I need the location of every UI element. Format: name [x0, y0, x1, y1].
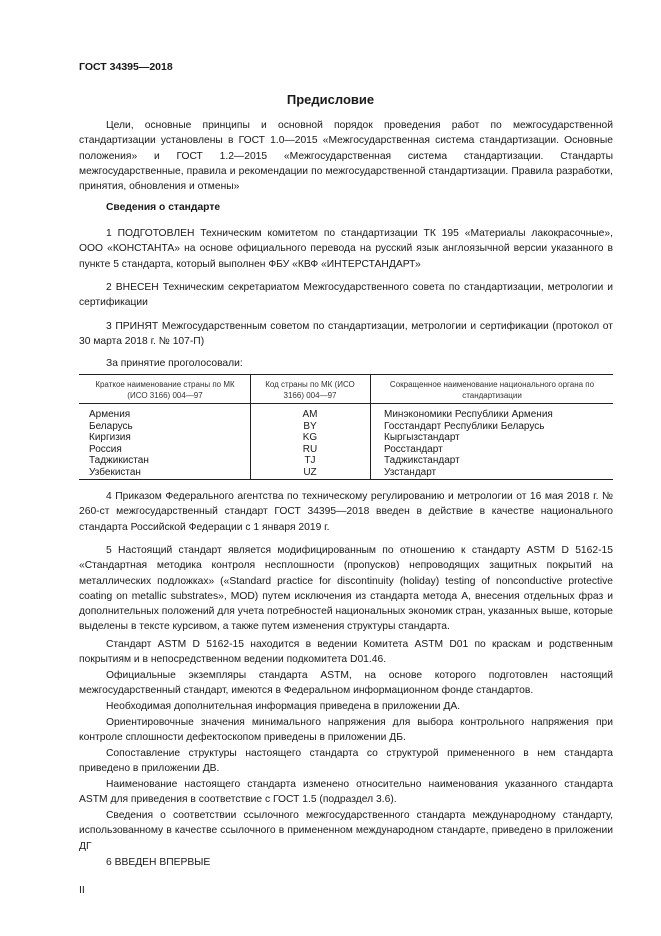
table-cell-body: Росстандарт [384, 443, 443, 455]
name-change-paragraph: Наименование настоящего стандарта изменено относительно наименования указанного стандарта ASTM для приведения в соответствие с ГОСТ 1.5 (подраздел 3.6). [79, 779, 613, 806]
document-code: ГОСТ 34395—2018 [79, 61, 173, 73]
vote-table [79, 374, 613, 480]
item-2-paragraph: 2 ВНЕСЕН Техническим секретариатом Межгосударственного совета по стандартизации, метрологии и сертификации [79, 282, 613, 309]
country-column [89, 409, 149, 479]
table-cell-code: AM [302, 409, 318, 420]
header-country: Краткое наименование страны по МК (ИСО 3166) 004—97 [95, 380, 235, 400]
intro-paragraph: Цели, основные принципы и основной порядок проведения работ по межгосударственной стандартизации установлены в ГОСТ 1.0—2015 «Межгосударственная система стандартизации. Основные положения» и ГОСТ 1.2—2015 «Межгосударственная система стандартизации. Стандарты межгосударственные, правила и рекомендации по межгосударственной стандартизации. Правила разработки, принятия, обновления и отмены» [79, 120, 613, 193]
item-5-paragraph: 5 Настоящий стандарт является модифицированным по отношению к стандарту ASTM D 5162-15 «Стандартная методика контроля несплошности (пропусков) непроводящих защитных покрытий на металлических подложках» («Standard practice for discontinuity (holiday) testing of nonconductive protective coating on metallic substrates», MOD) путем исключения из стандарта метода А, внесения отдельных фраз и дополнительных положений для учета потребностей национальных экономик стран, указанных выше, которые выделены в тексте курсивом, а также путем изменения структуры стандарта. [79, 545, 613, 633]
voltage-values-paragraph: Ориентировочные значения минимального напряжения для выбора контрольного напряжения при контроле сплошности дефектоскопом приведены в приложении ДБ. [79, 717, 613, 744]
table-cell-code: TJ [304, 455, 316, 467]
page-number: II [79, 884, 85, 896]
table-cell-country: Армения [89, 409, 131, 420]
page-title: Предисловие [286, 92, 375, 107]
table-cell-code: UZ [303, 466, 317, 478]
table-cell-country: Таджикистан [89, 455, 149, 467]
table-divider-2 [370, 374, 371, 480]
table-cell-code: RU [302, 443, 318, 455]
table-cell-code: KG [302, 432, 318, 444]
additional-info-paragraph: Необходимая дополнительная информация приведена в приложении ДА. [106, 701, 461, 712]
table-cell-country: Киргизия [89, 432, 131, 444]
astm-committee-paragraph: Стандарт ASTM D 5162-15 находится в ведении Комитета ASTM D01 по краскам и родственным покрытиям и в непосредственном ведении подкомитета D01.46. [79, 639, 613, 666]
official-copies-paragraph: Официальные экземпляры стандарта ASTM, на основе которого подготовлен настоящий межгосударственный стандарт, имеются в Федеральном информационном фонде стандартов. [79, 670, 613, 697]
table-cell-country: Беларусь [89, 420, 133, 432]
item-6-paragraph: 6 ВВЕДЕН ВПЕРВЫЕ [106, 857, 211, 868]
table-cell-body: Узстандарт [384, 466, 437, 478]
references-paragraph: Сведения о соответствии ссылочного межгосударственного стандарта международному стандарту, использованному в качестве ссылочного в примененном международном стандарте, приведено в приложении ДГ [79, 810, 613, 852]
table-cell-body: Госстандарт Республики Беларусь [384, 420, 545, 432]
item-3-paragraph: 3 ПРИНЯТ Межгосударственным советом по стандартизации, метрологии и сертификации (протокол от 30 марта 2018 г. № 107-П) [79, 321, 613, 348]
table-cell-body: Минэкономики Республики Армения [384, 409, 553, 420]
item-4-paragraph: 4 Приказом Федерального агентства по техническому регулированию и метрологии от 16 мая 2018 г. № 260-ст межгосударственный стандарт ГОСТ 34395—2018 введен в действие в качестве национального стандарта Российской Федерации с 1 января 2019 г. [79, 491, 613, 533]
table-cell-body: Таджикстандарт [384, 455, 460, 467]
table-cell-body: Кыргызстандарт [384, 432, 460, 444]
table-top-border [79, 374, 613, 375]
section-title: Сведения о стандарте [106, 202, 221, 213]
code-column [251, 409, 369, 479]
structure-comparison-paragraph: Сопоставление структуры настоящего стандарта со структурой примененного в нем стандарта приведено в приложении ДВ. [79, 748, 613, 775]
table-cell-country: Россия [89, 443, 122, 455]
body-column [384, 409, 553, 479]
header-body: Сокращенное наименование национального органа по стандартизации [389, 380, 595, 400]
table-bottom-border [79, 479, 613, 480]
table-cell-country: Узбекистан [89, 466, 141, 478]
header-code: Код страны по МК (ИСО 3166) 004—97 [265, 380, 355, 400]
table-cell-code: BY [303, 420, 317, 432]
vote-label: За принятие проголосовали: [106, 358, 243, 369]
item-1-paragraph: 1 ПОДГОТОВЛЕН Техническим комитетом по стандартизации ТК 195 «Материалы лакокрасочные», ООО «КОНСТАНТА» на основе официального перевода на русский язык англоязычной версии указанного в пункте 5 стандарта, который выполнен ФБУ «КВФ «ИНТЕРСТАНДАРТ» [79, 228, 613, 270]
table-header-border [79, 403, 613, 404]
